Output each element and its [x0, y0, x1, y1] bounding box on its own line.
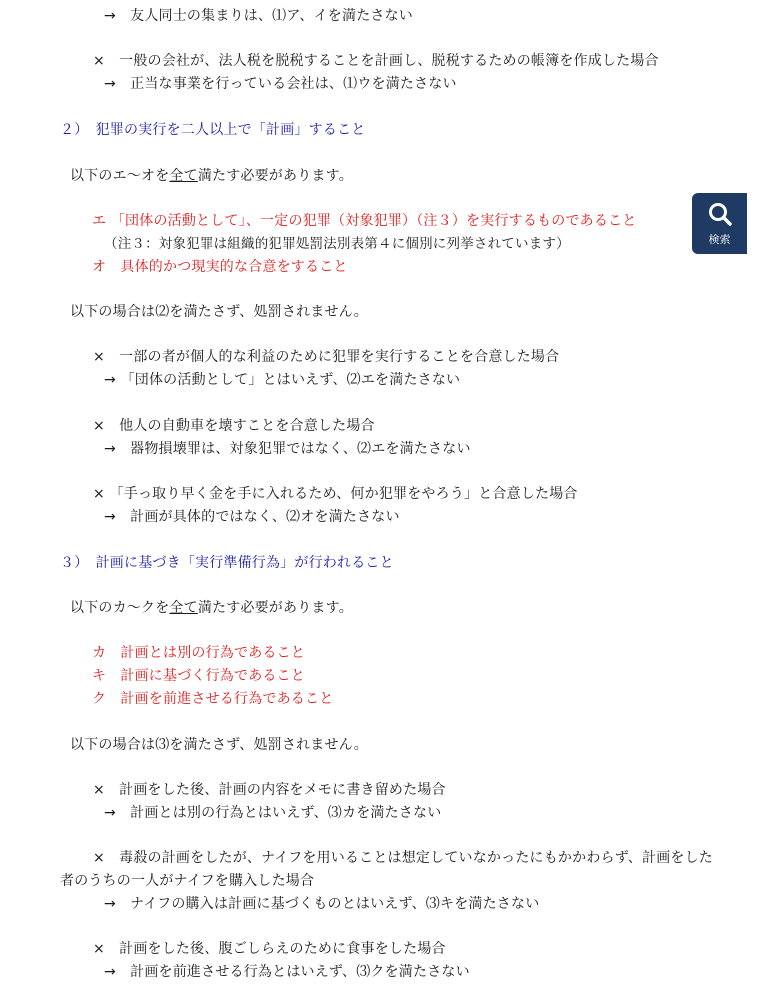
- requirement-intro: [70, 598, 353, 618]
- example-case-continued: 者のうちの一人がナイフを購入した場合: [60, 873, 315, 889]
- exception-intro: 以下の場合は⑵を満たさず、処罰されません。: [70, 304, 368, 320]
- search-icon: [707, 201, 733, 227]
- section-heading-2: ２） 犯罪の実行を二人以上で「計画」すること: [60, 122, 366, 138]
- underlined-emphasis: 全て: [169, 600, 198, 616]
- example-case: × 一部の者が個人的な利益のために犯罪を実行することを合意した場合: [93, 349, 560, 365]
- intro-text: 以下のカ～クを: [70, 600, 170, 616]
- example-case: × 他人の自動車を壊すことを合意した場合: [93, 418, 375, 434]
- result-line: → 正当な事業を行っている会社は、⑴ウを満たさない: [104, 76, 457, 92]
- result-line: → 器物損壊罪は、対象犯罪ではなく、⑵エを満たさない: [104, 441, 471, 457]
- intro-text: 満たす必要があります。: [197, 168, 353, 184]
- search-button-label: 検索: [708, 232, 731, 246]
- requirement-intro: [70, 166, 353, 186]
- section-heading-3: ３） 計画に基づき「実行準備行為」が行われること: [60, 555, 394, 571]
- intro-text: 満たす必要があります。: [197, 600, 353, 616]
- note-3: （注３：対象犯罪は組織的犯罪処罰法別表第４に個別に列挙されています）: [104, 236, 570, 252]
- result-line: → 「団体の活動として」とはいえず、⑵エを満たさない: [104, 372, 461, 388]
- requirement-e: エ 「団体の活動として」、一定の犯罪（対象犯罪）（注３）を実行するものであること: [92, 213, 637, 229]
- example-case: × 「手っ取り早く金を手に入れるため、何か犯罪をやろう」と合意した場合: [93, 486, 578, 502]
- result-line: → 計画を前進させる行為とはいえず、⑶クを満たさない: [104, 964, 470, 980]
- example-case: × 一般の会社が、法人税を脱税することを計画し、脱税するための帳簿を作成した場合: [93, 53, 659, 69]
- requirement-ka: カ 計画とは別の行為であること: [92, 645, 305, 661]
- result-line: → 計画とは別の行為とはいえず、⑶カを満たさない: [104, 805, 442, 821]
- underlined-emphasis: 全て: [169, 168, 198, 184]
- example-case: × 計画をした後、計画の内容をメモに書き留めた場合: [93, 782, 446, 798]
- result-line: → 友人同士の集まりは、⑴ア、イを満たさない: [104, 8, 414, 24]
- exception-intro: 以下の場合は⑶を満たさず、処罰されません。: [70, 737, 368, 753]
- requirement-ki: キ 計画に基づく行為であること: [92, 668, 305, 684]
- example-case: × 計画をした後、腹ごしらえのために食事をした場合: [93, 941, 446, 957]
- search-button[interactable]: [692, 193, 747, 254]
- result-line: → ナイフの購入は計画に基づくものとはいえず、⑶キを満たさない: [104, 896, 540, 912]
- intro-text: 以下のエ～オを: [70, 168, 170, 184]
- example-case: × 毒殺の計画をしたが、ナイフを用いることは想定していなかったにもかかわらず、計画をした: [93, 850, 714, 866]
- result-line: → 計画が具体的ではなく、⑵オを満たさない: [104, 509, 400, 525]
- requirement-ku: ク 計画を前進させる行為であること: [92, 691, 334, 707]
- requirement-o: オ 具体的かつ現実的な合意をすること: [92, 259, 348, 275]
